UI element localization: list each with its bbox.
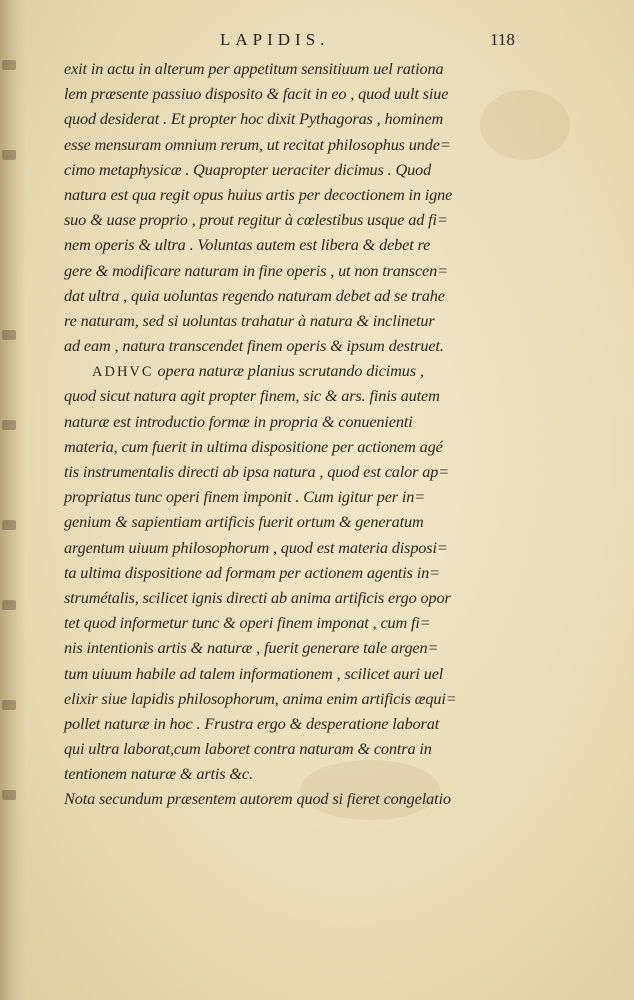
- body-text: [64, 56, 564, 812]
- text-line: Nota secundum præsentem autorem quod si fieret congelatio: [64, 789, 451, 809]
- facing-page-mark: [2, 600, 16, 610]
- text-line: tis instrumentalis directi ab ipsa natura , quod est calor ap=: [64, 462, 450, 481]
- text-line: propriatus tunc operi finem imponit . Cum igitur per in=: [64, 487, 426, 507]
- facing-page-mark: [2, 700, 16, 710]
- text-line: quod desiderat . Et propter hoc dixit Pythagoras , hominem: [64, 109, 444, 129]
- text-line: strumétalis, scilicet ignis directi ab anima artificis ergo opor: [64, 587, 451, 607]
- page-number: 118: [490, 30, 515, 49]
- facing-page-mark: [2, 330, 16, 340]
- text-line: tum uiuum habile ad talem informationem , scilicet auri uel: [64, 663, 444, 683]
- text-line: quod sicut natura agit propter finem, sic & ars. finis autem: [64, 386, 440, 406]
- paragraph-opening-line: [64, 358, 564, 383]
- text-line: qui ultra laborat,cum laboret contra naturam & contra in: [64, 739, 432, 759]
- text-line: nis intentionis artis & naturæ , fuerit generare tale argen=: [64, 638, 439, 658]
- text-line: ad eam , natura transcendet finem operis & ipsum destruet.: [64, 336, 444, 356]
- small-caps-opening: ADHVC: [92, 364, 154, 381]
- facing-page-mark: [2, 60, 16, 70]
- text-line: pollet naturæ in hoc . Frustra ergo & desperatione laborat: [64, 713, 440, 733]
- text-line: argentum uiuum philosophorum , quod est materia disposi=: [64, 537, 448, 557]
- text-line: cimo metaphysicæ . Quapropter ueraciter dicimus . Quod: [64, 159, 432, 179]
- facing-page-mark: [2, 520, 16, 530]
- facing-page-mark: [2, 420, 16, 430]
- text-line: esse mensuram omnium rerum, ut recitat philosophus unde=: [64, 134, 451, 154]
- text-line: suo & uase proprio , prout regitur à cœlestibus usque ad fi=: [64, 210, 448, 230]
- text-line: tentionem naturæ & artis &c.: [64, 764, 253, 784]
- text-line: genium & sapientiam artificis fuerit ortum & generatum: [64, 512, 424, 532]
- page-header: [60, 30, 580, 56]
- text-line: ta ultima dispositione ad formam per actionem agentis in=: [64, 562, 440, 582]
- text-line: nem operis & ultra . Voluntas autem est libera & debet re: [64, 235, 431, 255]
- text-line: tet quod informetur tunc & operi finem imponat , cum fi=: [64, 613, 431, 633]
- facing-page-mark: [2, 790, 16, 800]
- text-line: re naturam, sed si uoluntas trahatur à natura & inclinetur: [64, 310, 435, 330]
- text-line: elixir siue lapidis philosophorum, anima enim artificis æqui=: [64, 688, 457, 708]
- text-line: materia, cum fuerit in ultima dispositione per actionem agé: [64, 436, 443, 456]
- running-head: LAPIDIS.: [220, 30, 330, 49]
- text-line: gere & modificare naturam in fine operis , ut non transcen=: [64, 260, 448, 280]
- text-line: exit in actu in alterum per appetitum sensitiuum uel rationa: [64, 59, 444, 78]
- text-line: naturæ est introductio formæ in propria & conuenienti: [64, 411, 413, 431]
- facing-page-mark: [2, 150, 16, 160]
- text-line-rest: opera naturæ planius scrutando dicimus ,: [153, 361, 424, 381]
- text-line: lem præsente passiuo disposito & facit in eo , quod uult siue: [64, 84, 449, 104]
- text-line: natura est qua regit opus huius artis per decoctionem in igne: [64, 184, 453, 204]
- binding-gutter: [0, 0, 26, 1000]
- text-line: dat ultra , quia uoluntas regendo naturam debet ad se trahe: [64, 285, 445, 305]
